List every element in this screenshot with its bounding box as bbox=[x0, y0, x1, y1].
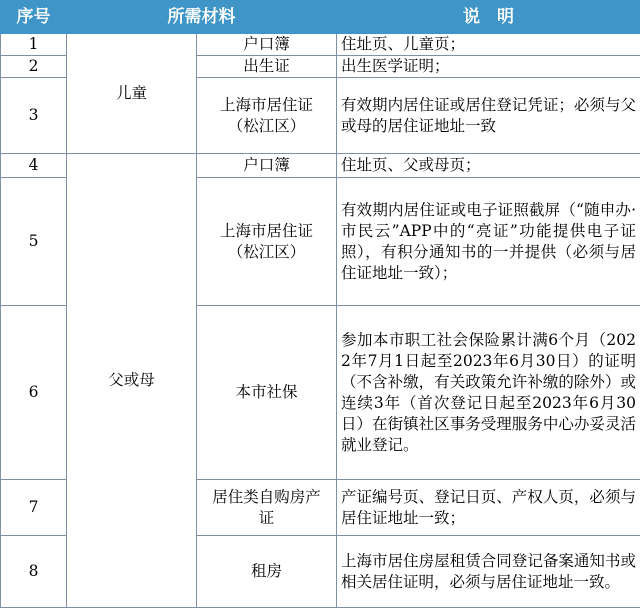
row-num: 1 bbox=[1, 34, 67, 56]
table-row bbox=[1, 34, 640, 56]
row-item: 居住类自购房产证 bbox=[197, 480, 337, 536]
row-desc: 参加本市职工社会保险累计满6个月（2022年7月1日起至2023年6月30日）的证明（不含补缴，有关政策允许补缴的除外）或连续3年（首次登记日起至2023年6月30日）在街镇社区事务受理服务中心办妥灵活就业登记。 bbox=[337, 306, 640, 480]
row-desc: 产证编号页、登记日页、产权人页，必须与居住证地址一致； bbox=[337, 480, 640, 536]
row-num: 4 bbox=[1, 154, 67, 178]
row-item: 出生证 bbox=[197, 56, 337, 78]
row-desc: 有效期内居住证或居住登记凭证；必须与父或母的居住证地址一致 bbox=[337, 78, 640, 154]
row-desc: 上海市居住房屋租赁合同登记备案通知书或相关居住证明，必须与居住证地址一致。 bbox=[337, 536, 640, 608]
row-num: 3 bbox=[1, 78, 67, 154]
row-desc: 住址页、父或母页； bbox=[337, 154, 640, 178]
row-num: 2 bbox=[1, 56, 67, 78]
table-row bbox=[1, 154, 640, 178]
row-item: 户口簿 bbox=[197, 34, 337, 56]
header-materials: 所需材料 bbox=[67, 1, 337, 34]
row-desc: 住址页、儿童页； bbox=[337, 34, 640, 56]
row-item: 上海市居住证（松江区） bbox=[197, 78, 337, 154]
header-desc: 说 明 bbox=[337, 1, 640, 34]
row-num: 6 bbox=[1, 306, 67, 480]
row-desc: 出生医学证明； bbox=[337, 56, 640, 78]
group-child: 儿童 bbox=[67, 34, 197, 154]
header-num: 序号 bbox=[1, 1, 67, 34]
row-item: 户口簿 bbox=[197, 154, 337, 178]
row-num: 7 bbox=[1, 480, 67, 536]
row-desc: 有效期内居住证或电子证照截屏（“随申办·市民云”APP中的“亮证”功能提供电子证照），有积分通知书的一并提供（必须与居住证地址一致）； bbox=[337, 178, 640, 306]
row-num: 8 bbox=[1, 536, 67, 608]
row-item: 本市社保 bbox=[197, 306, 337, 480]
row-num: 5 bbox=[1, 178, 67, 306]
row-item: 租房 bbox=[197, 536, 337, 608]
table-header bbox=[1, 1, 640, 34]
row-item: 上海市居住证（松江区） bbox=[197, 178, 337, 306]
group-parent: 父或母 bbox=[67, 154, 197, 608]
